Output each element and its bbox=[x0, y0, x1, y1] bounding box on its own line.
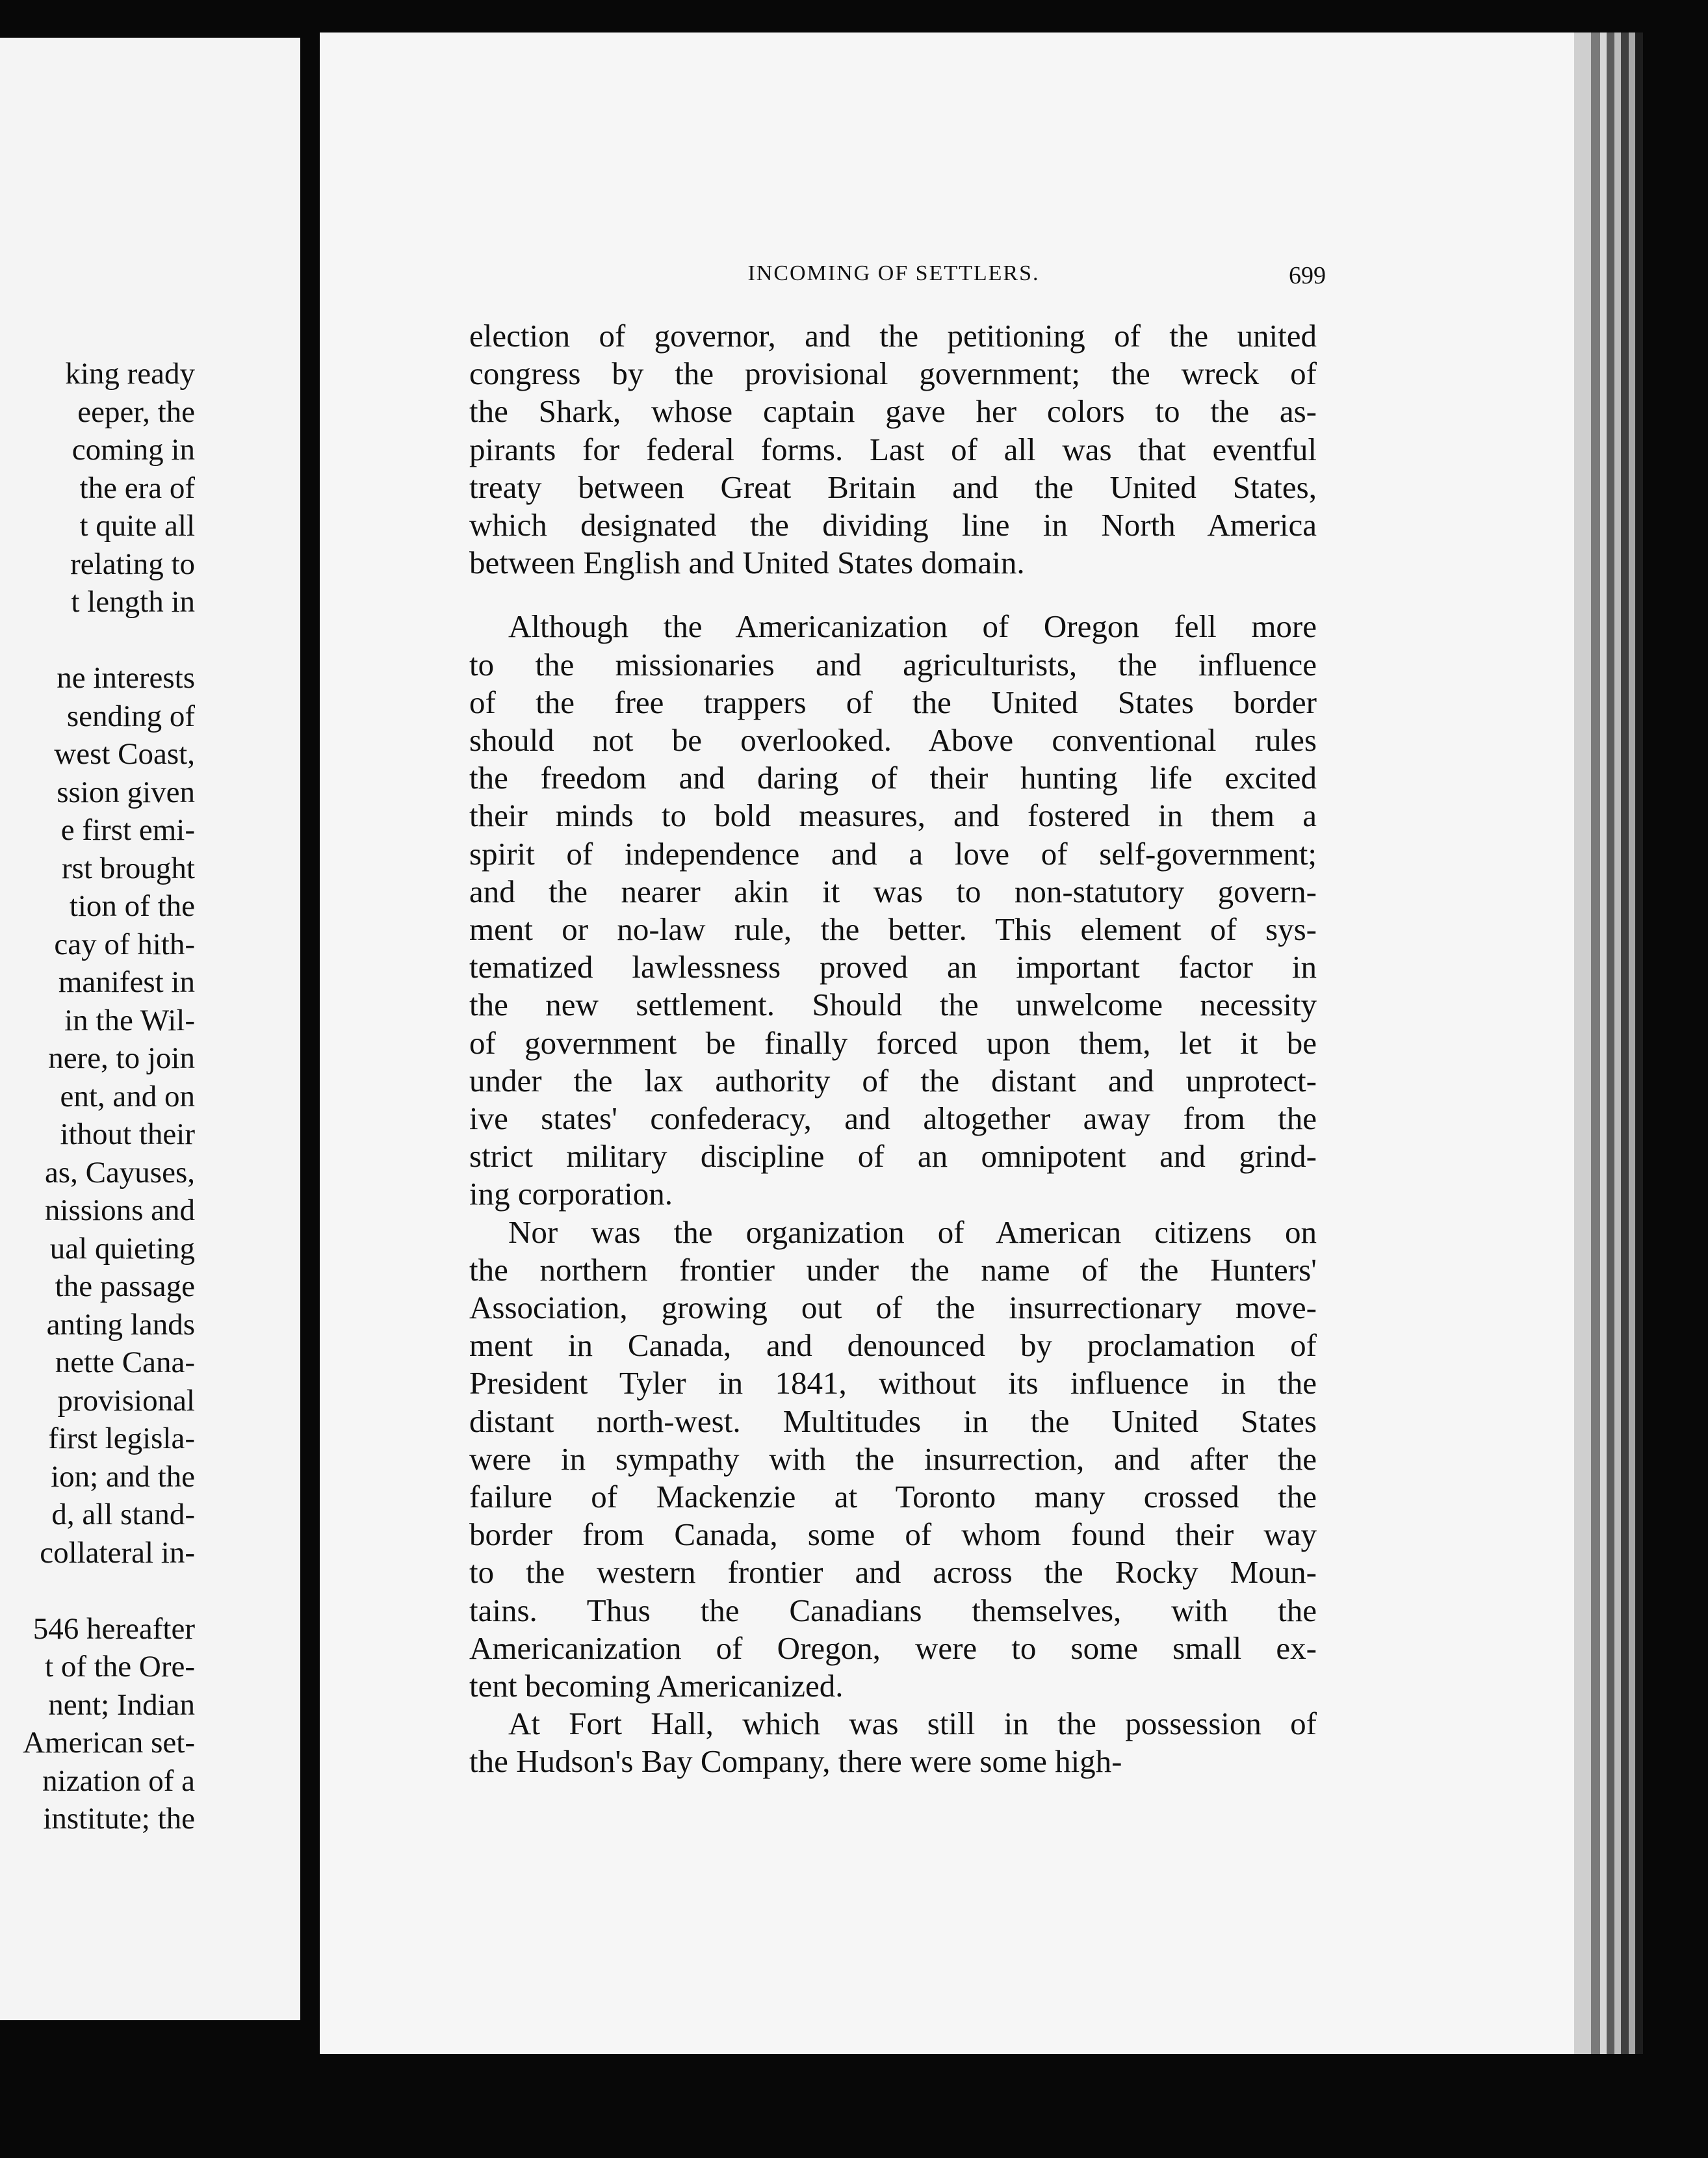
page-edge bbox=[1574, 32, 1591, 2054]
left-page-text-column bbox=[0, 356, 195, 1851]
left-page-line: ne interests bbox=[57, 661, 195, 695]
body-text-line: pirants for federal forms. Last of all was that eventful bbox=[469, 431, 1317, 467]
body-text-line: President Tyler in 1841, without its influence in the bbox=[469, 1365, 1317, 1401]
body-text-line: the northern frontier under the name of the Hunters' bbox=[469, 1251, 1317, 1288]
left-page-line: ent, and on bbox=[60, 1079, 195, 1113]
body-text-line: tent becoming Americanized. bbox=[469, 1668, 844, 1704]
body-text-line: of government be finally forced upon them, let it be bbox=[469, 1024, 1317, 1061]
left-page-line: the passage bbox=[55, 1269, 195, 1303]
page-edge bbox=[1635, 32, 1643, 2054]
body-text-line: the freedom and daring of their hunting life excited bbox=[469, 760, 1317, 796]
body-text-line: treaty between Great Britain and the United States, bbox=[469, 469, 1317, 505]
left-page-line: ssion given bbox=[57, 775, 195, 809]
body-text-line: to the western frontier and across the Rocky Moun- bbox=[469, 1554, 1317, 1591]
left-page-line: manifest in bbox=[58, 965, 195, 999]
left-page-line: nent; Indian bbox=[48, 1687, 195, 1722]
page-edge bbox=[1621, 32, 1629, 2054]
left-page-line: ion; and the bbox=[51, 1459, 195, 1494]
left-page-line: west Coast, bbox=[54, 737, 195, 771]
left-page-line: t length in bbox=[71, 585, 195, 619]
left-page-line: collateral in- bbox=[40, 1535, 195, 1570]
body-text-line: were in sympathy with the insurrection, and after the bbox=[469, 1440, 1317, 1477]
left-page-line: sending of bbox=[66, 699, 195, 733]
body-text-line: border from Canada, some of whom found their way bbox=[469, 1516, 1317, 1553]
body-text-line: should not be overlooked. Above conventional rules bbox=[469, 722, 1317, 758]
body-text-line: ive states' confederacy, and altogether away from the bbox=[469, 1100, 1317, 1136]
left-page-line: institute; the bbox=[43, 1802, 195, 1836]
body-text-line: of the free trappers of the United States border bbox=[469, 684, 1317, 720]
body-text-line: Nor was the organization of American citizens on bbox=[508, 1214, 1317, 1250]
left-page-line: American set- bbox=[23, 1726, 195, 1760]
left-page-line: t quite all bbox=[79, 509, 195, 543]
body-text-line: tematized lawlessness proved an important factor in bbox=[469, 949, 1317, 985]
body-text-line: Although the Americanization of Oregon fell more bbox=[508, 608, 1317, 645]
page-edge bbox=[1629, 32, 1635, 2054]
left-page-line: the era of bbox=[79, 471, 195, 505]
left-page-line: ithout their bbox=[60, 1117, 195, 1151]
left-page-line: eeper, the bbox=[77, 395, 195, 429]
left-page-line: nization of a bbox=[42, 1763, 195, 1798]
body-text-line: between English and United States domain. bbox=[469, 545, 1025, 581]
left-page-line: in the Wil- bbox=[64, 1003, 195, 1037]
body-text-line: tains. Thus the Canadians themselves, with the bbox=[469, 1592, 1317, 1628]
left-page-line: e first emi- bbox=[60, 813, 195, 847]
left-page-line: provisional bbox=[57, 1383, 195, 1418]
left-facing-page bbox=[0, 38, 300, 2020]
left-page-line: rst brought bbox=[62, 851, 195, 885]
left-page-line: d, all stand- bbox=[51, 1498, 195, 1531]
body-text-line: Association, growing out of the insurrectionary move- bbox=[469, 1290, 1317, 1325]
left-page-line: nissions and bbox=[44, 1193, 195, 1227]
left-page-line: tion of the bbox=[69, 889, 195, 923]
left-page-line: relating to bbox=[70, 547, 195, 581]
body-text-line: ment in Canada, and denounced by proclamation of bbox=[469, 1327, 1317, 1364]
body-text-line: under the lax authority of the distant and unprotect- bbox=[469, 1062, 1317, 1098]
page-edge bbox=[1614, 32, 1621, 2054]
main-text-column bbox=[469, 317, 1317, 1812]
left-page-line: t of the Ore- bbox=[45, 1650, 195, 1684]
left-page-line: 546 hereafter bbox=[32, 1611, 195, 1646]
left-page-line: anting lands bbox=[46, 1307, 195, 1342]
body-text-line: spirit of independence and a love of self-government; bbox=[469, 835, 1317, 872]
body-text-line: Americanization of Oregon, were to some small ex- bbox=[469, 1630, 1317, 1666]
page-edge bbox=[1591, 32, 1600, 2054]
body-text-line: failure of Mackenzie at Toronto many crossed the bbox=[469, 1479, 1317, 1514]
left-page-line: nere, to join bbox=[48, 1041, 195, 1075]
left-page-line: nette Cana- bbox=[55, 1346, 195, 1379]
body-text-line: which designated the dividing line in North America bbox=[469, 507, 1317, 543]
left-page-line: ual quieting bbox=[49, 1231, 195, 1266]
page-number: 699 bbox=[1289, 262, 1326, 289]
body-text-line: ing corporation. bbox=[469, 1176, 673, 1212]
body-text-line: their minds to bold measures, and fostered in them a bbox=[469, 798, 1317, 834]
body-text-line: At Fort Hall, which was still in the possession of bbox=[508, 1706, 1317, 1742]
body-text-line: and the nearer akin it was to non-statutory govern- bbox=[469, 873, 1317, 909]
body-text-line: election of governor, and the petitioning of the united bbox=[469, 318, 1317, 354]
left-page-line: coming in bbox=[71, 433, 195, 467]
page-edge bbox=[1607, 32, 1614, 2054]
running-head: INCOMING OF SETTLERS. bbox=[747, 261, 1040, 285]
left-page-line: king ready bbox=[65, 357, 195, 391]
body-text-line: the new settlement. Should the unwelcome necessity bbox=[469, 987, 1317, 1023]
left-page-line: as, Cayuses, bbox=[44, 1155, 195, 1190]
body-text-line: strict military discipline of an omnipotent and grind- bbox=[469, 1138, 1317, 1175]
left-page-line: first legisla- bbox=[48, 1422, 195, 1455]
page-edge bbox=[1600, 32, 1607, 2054]
body-text-line: the Hudson's Bay Company, there were some high- bbox=[469, 1743, 1122, 1780]
body-text-line: congress by the provisional government; the wreck of bbox=[469, 356, 1317, 392]
body-text-line: the Shark, whose captain gave her colors to the as- bbox=[469, 393, 1317, 430]
body-text-line: distant north-west. Multitudes in the United States bbox=[469, 1403, 1317, 1439]
body-text-line: ment or no-law rule, the better. This element of sys- bbox=[469, 911, 1317, 947]
body-text-line: to the missionaries and agriculturists, the influence bbox=[469, 646, 1317, 682]
left-page-line: cay of hith- bbox=[54, 927, 195, 961]
